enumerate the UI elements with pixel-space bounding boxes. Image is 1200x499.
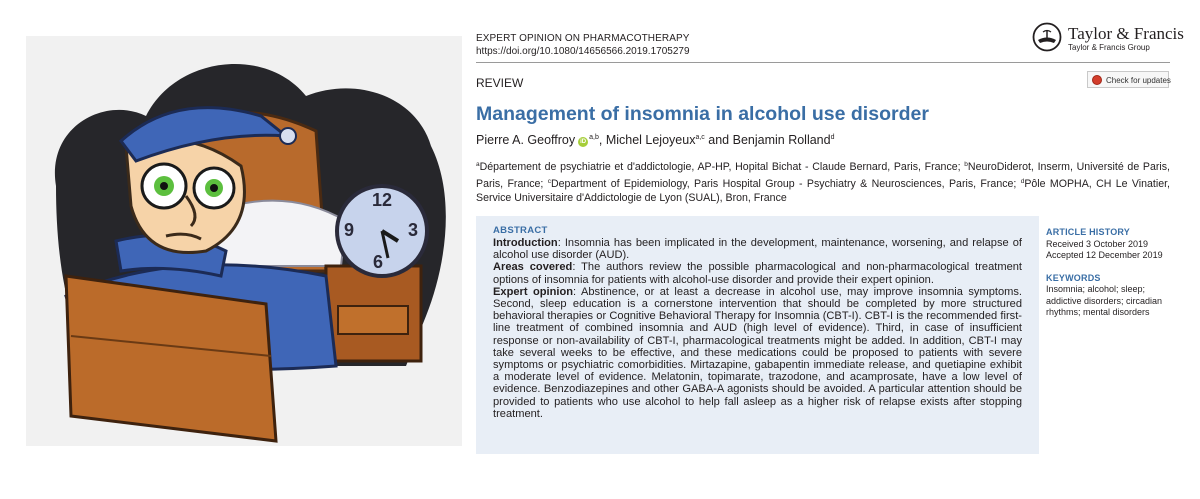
affiliation-text: Pôle MOPHA, CH Le Vinatier, Service Universitaire d'Addictologie de Lyon (SUAL), Bron, France bbox=[476, 177, 1170, 204]
author-separator: and bbox=[704, 133, 733, 147]
publisher-logo[interactable] bbox=[1032, 22, 1184, 56]
article-title: Management of insomnia in alcohol use disorder bbox=[476, 103, 929, 125]
nightstand-drawer bbox=[338, 306, 408, 334]
affiliation-mark: b bbox=[964, 161, 968, 168]
right-pupil bbox=[210, 184, 218, 192]
affiliation-text: Department of Epidemiology, Paris Hospital Group - Psychiatry & Neurosciences, Paris, France; bbox=[551, 177, 1021, 190]
abstract-section-text: : Abstinence, or at least a decrease in alcohol use, may improve insomnia symptoms. Second, sleep education is a cornerstone intervention that should be completed by more structured behavioral therapies or Cognitive Behavioral Therapy for Insomnia (CBT-I). CBT-I is the recommended first-line treatment of combined insomnia and AUD (high level of evidence). Third, in case of insufficient response or non-availability of CBT-I, pharmacological treatments might be added. In addition, CBT-I may take several weeks to be effective, and these medications could be proposed to patients with severe symptoms or psychiatric comorbidities. Mirtazapine, gabapentin immediate release, and quetiapine exhibit a moderate level of evidence. Melatonin, topimarate, trazodone, and acamprosate, have a low level of evidence. Benzodiazepines and other GABA-A agonists should be avoided. A particular attention should be provided to patients who use alcohol to help fall asleep as a higher risk of relapse exists after stopping treatment. bbox=[493, 285, 1022, 420]
check-updates-button[interactable] bbox=[1087, 71, 1169, 88]
orcid-icon[interactable]: iD bbox=[580, 139, 587, 145]
clock-3: 3 bbox=[408, 220, 419, 240]
insomnia-illustration bbox=[26, 36, 462, 446]
abstract-introduction bbox=[493, 237, 1022, 261]
article-history-heading: ARTICLE HISTORY bbox=[1046, 227, 1131, 237]
author-affiliation-mark: a,b bbox=[589, 134, 599, 141]
affiliation-mark: c bbox=[547, 177, 551, 185]
author-affiliation-mark: a,c bbox=[695, 134, 705, 141]
author-name[interactable]: Michel Lejoyeux bbox=[605, 133, 696, 147]
abstract-section-label: Introduction bbox=[493, 237, 558, 249]
received-date: Received 3 October 2019 bbox=[1046, 238, 1149, 249]
author-list bbox=[476, 133, 835, 147]
abstract-section-text: : Insomnia has been implicated in the development, maintenance, worsening, and relapse of alcohol use disorder (AUD). bbox=[493, 237, 1022, 262]
abstract-box bbox=[476, 216, 1039, 454]
article-type: REVIEW bbox=[476, 76, 524, 90]
abstract-section-text: : The authors review the possible pharmacological and non-pharmacological treatment options of insomnia for patients with alcohol-use disorder and provide their expert opinion. bbox=[493, 261, 1022, 286]
author-name[interactable]: Benjamin Rolland bbox=[732, 133, 831, 147]
author-separator: , bbox=[598, 133, 606, 147]
keywords-heading: KEYWORDS bbox=[1046, 272, 1101, 283]
publisher-emblem-icon bbox=[1032, 22, 1062, 52]
abstract-section-label: Expert opinion bbox=[493, 285, 574, 298]
doi-link[interactable]: https://doi.org/10.1080/14656566.2019.1705279 bbox=[476, 46, 690, 57]
bed-footboard bbox=[66, 276, 276, 441]
affiliation-mark: d bbox=[1020, 177, 1025, 185]
affiliation-mark: a bbox=[476, 161, 480, 168]
affiliations bbox=[476, 158, 1170, 206]
keywords-list: Insomnia; alcohol; sleep; addictive disorders; circadian rhythms; mental disorders bbox=[1046, 284, 1163, 317]
affiliation-text: Département de psychiatrie et d'addictologie, AP-HP, Hopital Bichat - Claude Bernard, Paris, France; bbox=[479, 161, 965, 173]
insomnia-cartoon-svg bbox=[26, 36, 462, 446]
publisher-name: Taylor & Francis bbox=[1068, 24, 1184, 43]
nightcap-pompom bbox=[280, 128, 296, 144]
abstract-heading: ABSTRACT bbox=[493, 225, 548, 236]
abstract-areas-covered bbox=[493, 261, 1022, 285]
clock-9: 9 bbox=[344, 220, 355, 240]
accepted-date: Accepted 12 December 2019 bbox=[1046, 250, 1163, 260]
author-name[interactable]: Pierre A. Geoffroy bbox=[476, 133, 576, 147]
affiliation-text: NeuroDiderot, Inserm, Université de Paris, Paris, France; bbox=[476, 161, 1170, 190]
journal-name: EXPERT OPINION ON PHARMACOTHERAPY bbox=[476, 33, 690, 44]
check-updates-label: Check for updates bbox=[1106, 76, 1171, 85]
author-affiliation-mark: d bbox=[830, 134, 835, 141]
header-divider bbox=[476, 62, 1170, 63]
clock-6: 6 bbox=[373, 252, 384, 272]
abstract-section-label: Areas covered bbox=[493, 261, 573, 274]
left-pupil bbox=[160, 182, 168, 190]
article-sidebar bbox=[1046, 227, 1172, 319]
clock-12: 12 bbox=[372, 190, 393, 210]
check-updates-icon bbox=[1092, 75, 1102, 85]
abstract-expert-opinion bbox=[493, 286, 1022, 420]
publisher-group: Taylor & Francis Group bbox=[1068, 43, 1150, 52]
